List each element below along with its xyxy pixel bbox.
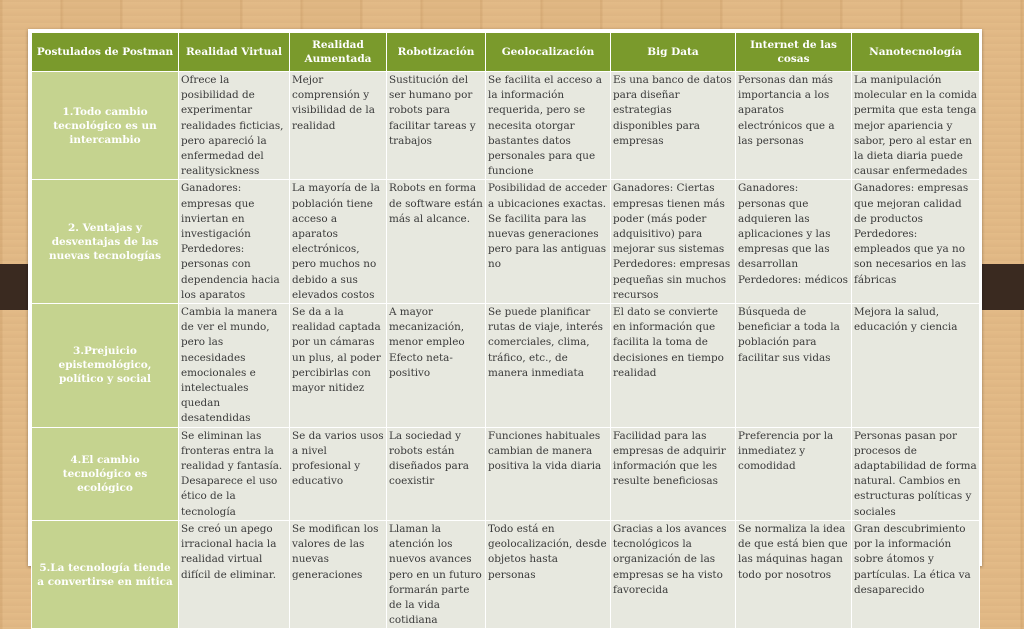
header-cell: Postulados de Postman [32,33,179,72]
table-cell: Mejor comprensión y visibilidad de la realidad [290,72,387,180]
table-cell: Búsqueda de beneficiar a toda la población para facilitar sus vidas [736,304,852,428]
table-cell: Personas dan más importancia a los aparatos electrónicos que a las personas [736,72,852,180]
table-cell: Funciones habituales cambian de manera positiva la vida diaria [486,427,611,520]
row-header-cell: 3.Prejuicio epistemológico, político y social [32,304,179,428]
postman-postulates-table [31,32,980,629]
table-row [32,427,980,520]
table-cell: Ganadores: empresas que inviertan en investigación Perdedores: personas con dependencia hacia los aparatos [179,180,290,304]
table-header-row [32,33,980,72]
table-cell: Se normaliza la idea de que está bien que las máquinas hagan todo por nosotros [736,520,852,628]
table-cell: Se da a la realidad captada por un cámaras un plus, al poder percibirlas con mayor nitidez [290,304,387,428]
table-cell: Facilidad para las empresas de adquirir información que les resulte beneficiosas [611,427,736,520]
table-cell: Cambia la manera de ver el mundo, pero las necesidades emocionales e intelectuales quedan desatendidas [179,304,290,428]
slide-table-card [28,29,982,627]
row-header-cell: 2. Ventajas y desventajas de las nuevas tecnologías [32,180,179,304]
row-header-cell: 4.El cambio tecnológico es ecológico [32,427,179,520]
table-cell: Llaman la atención los nuevos avances pero en un futuro formarán parte de la vida cotidiana [387,520,486,628]
table-cell: Se creó un apego irracional hacia la realidad virtual difícil de eliminar. [179,520,290,628]
header-cell: Realidad Aumentada [290,33,387,72]
header-cell: Internet de las cosas [736,33,852,72]
table-cell: Gran descubrimiento por la información sobre átomos y partículas. La ética va desaparecido [852,520,980,628]
table-cell: Ganadores: personas que adquieren las aplicaciones y las empresas que las desarrollan Perdedores: médicos [736,180,852,304]
table-cell: A mayor mecanización, menor empleo Efecto neta-positivo [387,304,486,428]
table-cell: Robots en forma de software están más al alcance. [387,180,486,304]
header-cell: Realidad Virtual [179,33,290,72]
header-cell: Geolocalización [486,33,611,72]
table-cell: Se eliminan las fronteras entra la realidad y fantasía. Desaparece el uso ético de la tecnología [179,427,290,520]
table-cell: La manipulación molecular en la comida permita que esta tenga mejor apariencia y sabor, pero al estar en la dieta diaria puede causar enfermedades [852,72,980,180]
table-cell: Es una banco de datos para diseñar estrategias disponibles para empresas [611,72,736,180]
left-accent-bar [0,264,28,310]
header-cell: Robotización [387,33,486,72]
table-cell: La mayoría de la población tiene acceso a aparatos electrónicos, pero muchos no debido a sus elevados costos [290,180,387,304]
table-cell: Ganadores: empresas que mejoran calidad de productos Perdedores: empleados que ya no son necesarios en las fábricas [852,180,980,304]
table-cell: Se modifican los valores de las nuevas generaciones [290,520,387,628]
table-row [32,72,980,180]
table-cell: Gracias a los avances tecnológicos la organización de las empresas se ha visto favorecida [611,520,736,628]
table-row [32,180,980,304]
table-cell: Todo está en geolocalización, desde objetos hasta personas [486,520,611,628]
table-cell: Preferencia por la inmediatez y comodidad [736,427,852,520]
right-accent-bar [980,264,1024,310]
table-cell: La sociedad y robots están diseñados para coexistir [387,427,486,520]
table-cell: Ofrece la posibilidad de experimentar realidades ficticias, pero apareció la enfermedad del realitysickness [179,72,290,180]
row-header-cell: 1.Todo cambio tecnológico es un intercambio [32,72,179,180]
header-cell: Big Data [611,33,736,72]
header-cell: Nanotecnología [852,33,980,72]
table-cell: Sustitución del ser humano por robots para facilitar tareas y trabajos [387,72,486,180]
table-cell: Mejora la salud, educación y ciencia [852,304,980,428]
table-cell: Se facilita el acceso a la información requerida, pero se necesita otorgar bastantes datos personales para que funcione [486,72,611,180]
table-cell: Personas pasan por procesos de adaptabilidad de forma natural. Cambios en estructuras políticas y sociales [852,427,980,520]
table-row [32,304,980,428]
row-header-cell: 5.La tecnología tiende a convertirse en mítica [32,520,179,628]
table-cell: Ganadores: Ciertas empresas tienen más poder (más poder adquisitivo) para mejorar sus sistemas Perdedores: empresas pequeñas sin muchos recursos [611,180,736,304]
table-row [32,520,980,628]
table-cell: Posibilidad de acceder a ubicaciones exactas. Se facilita para las nuevas generaciones pero para las antiguas no [486,180,611,304]
table-cell: El dato se convierte en información que facilita la toma de decisiones en tiempo realidad [611,304,736,428]
table-cell: Se puede planificar rutas de viaje, interés comerciales, clima, tráfico, etc., de manera inmediata [486,304,611,428]
table-cell: Se da varios usos a nivel profesional y educativo [290,427,387,520]
